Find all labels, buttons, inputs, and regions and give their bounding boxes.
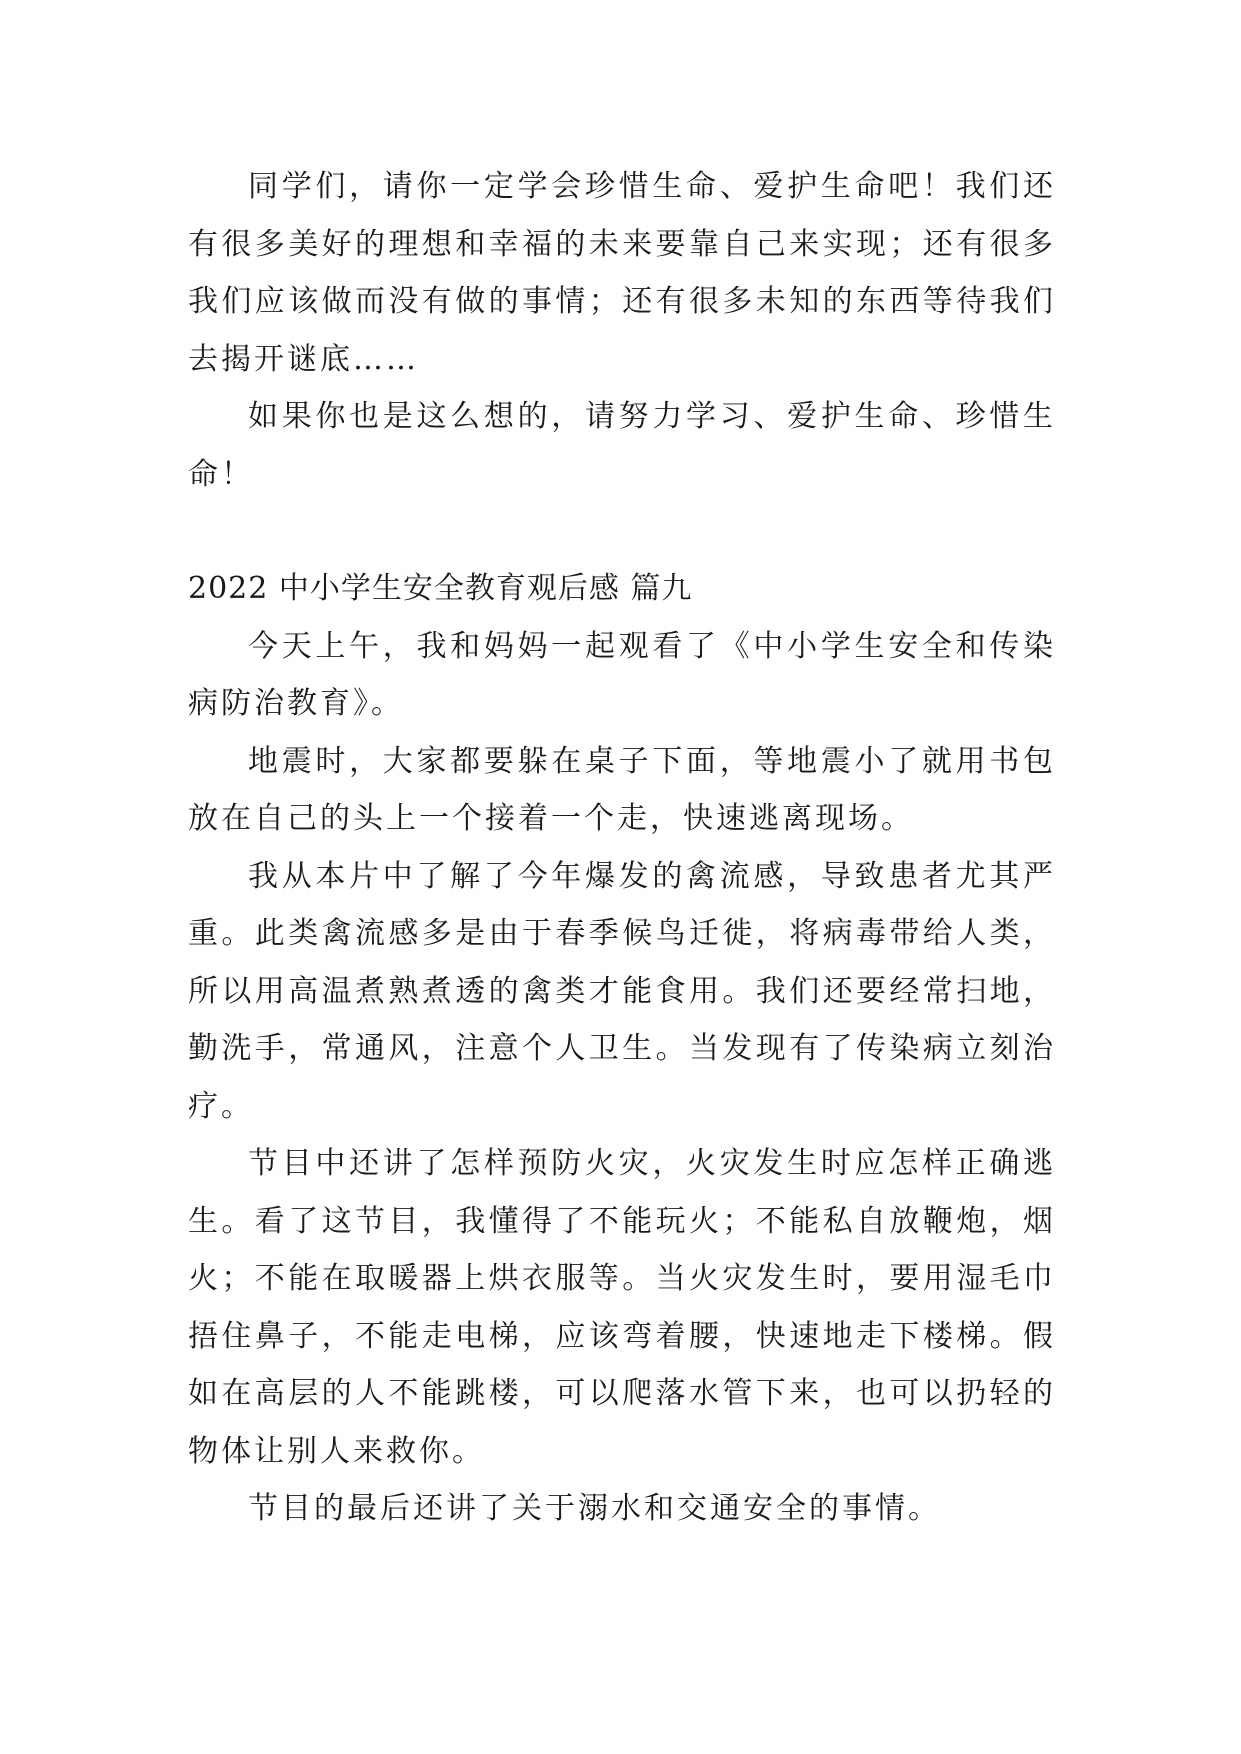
paragraph-earthquake: 地震时，大家都要躲在桌子下面，等地震小了就用书包放在自己的头上一个接着一个走，快速逃离现场。 — [188, 743, 1056, 836]
document-body — [188, 158, 1056, 1538]
section-heading: 2022 中小学生安全教育观后感 篇九 — [188, 571, 693, 606]
paragraph-watched-program: 今天上午，我和妈妈一起观看了《中小学生安全和传染病防治教育》。 — [188, 628, 1056, 721]
paragraph-fire-safety: 节目中还讲了怎样预防火灾，火灾发生时应怎样正确逃生。看了这节目，我懂得了不能玩火；不能私自放鞭炮，烟火；不能在取暖器上烘衣服等。当火灾发生时，要用湿毛巾捂住鼻子，不能走电梯，应该弯着腰，快速地走下楼梯。假如在高层的人不能跳楼，可以爬落水管下来，也可以扔轻的物体让别人来救你。 — [188, 1146, 1056, 1469]
paragraph-cherish-life: 同学们，请你一定学会珍惜生命、爱护生命吧！我们还有很多美好的理想和幸福的未来要靠自己来实现；还有很多我们应该做而没有做的事情；还有很多未知的东西等待我们去揭开谜底…… — [188, 169, 1056, 377]
section-spacer — [188, 503, 1056, 560]
paragraph-drowning-traffic: 节目的最后还讲了关于溺水和交通安全的事情。 — [248, 1491, 941, 1526]
paragraph-study-hard: 如果你也是这么想的，请努力学习、爱护生命、珍惜生命！ — [188, 399, 1056, 492]
paragraph-bird-flu: 我从本片中了解了今年爆发的禽流感，导致患者尤其严重。此类禽流感多是由于春季候鸟迁徙，将病毒带给人类，所以用高温煮熟煮透的禽类才能食用。我们还要经常扫地，勤洗手，常通风，注意个人卫生。当发现有了传染病立刻治疗。 — [188, 858, 1056, 1124]
